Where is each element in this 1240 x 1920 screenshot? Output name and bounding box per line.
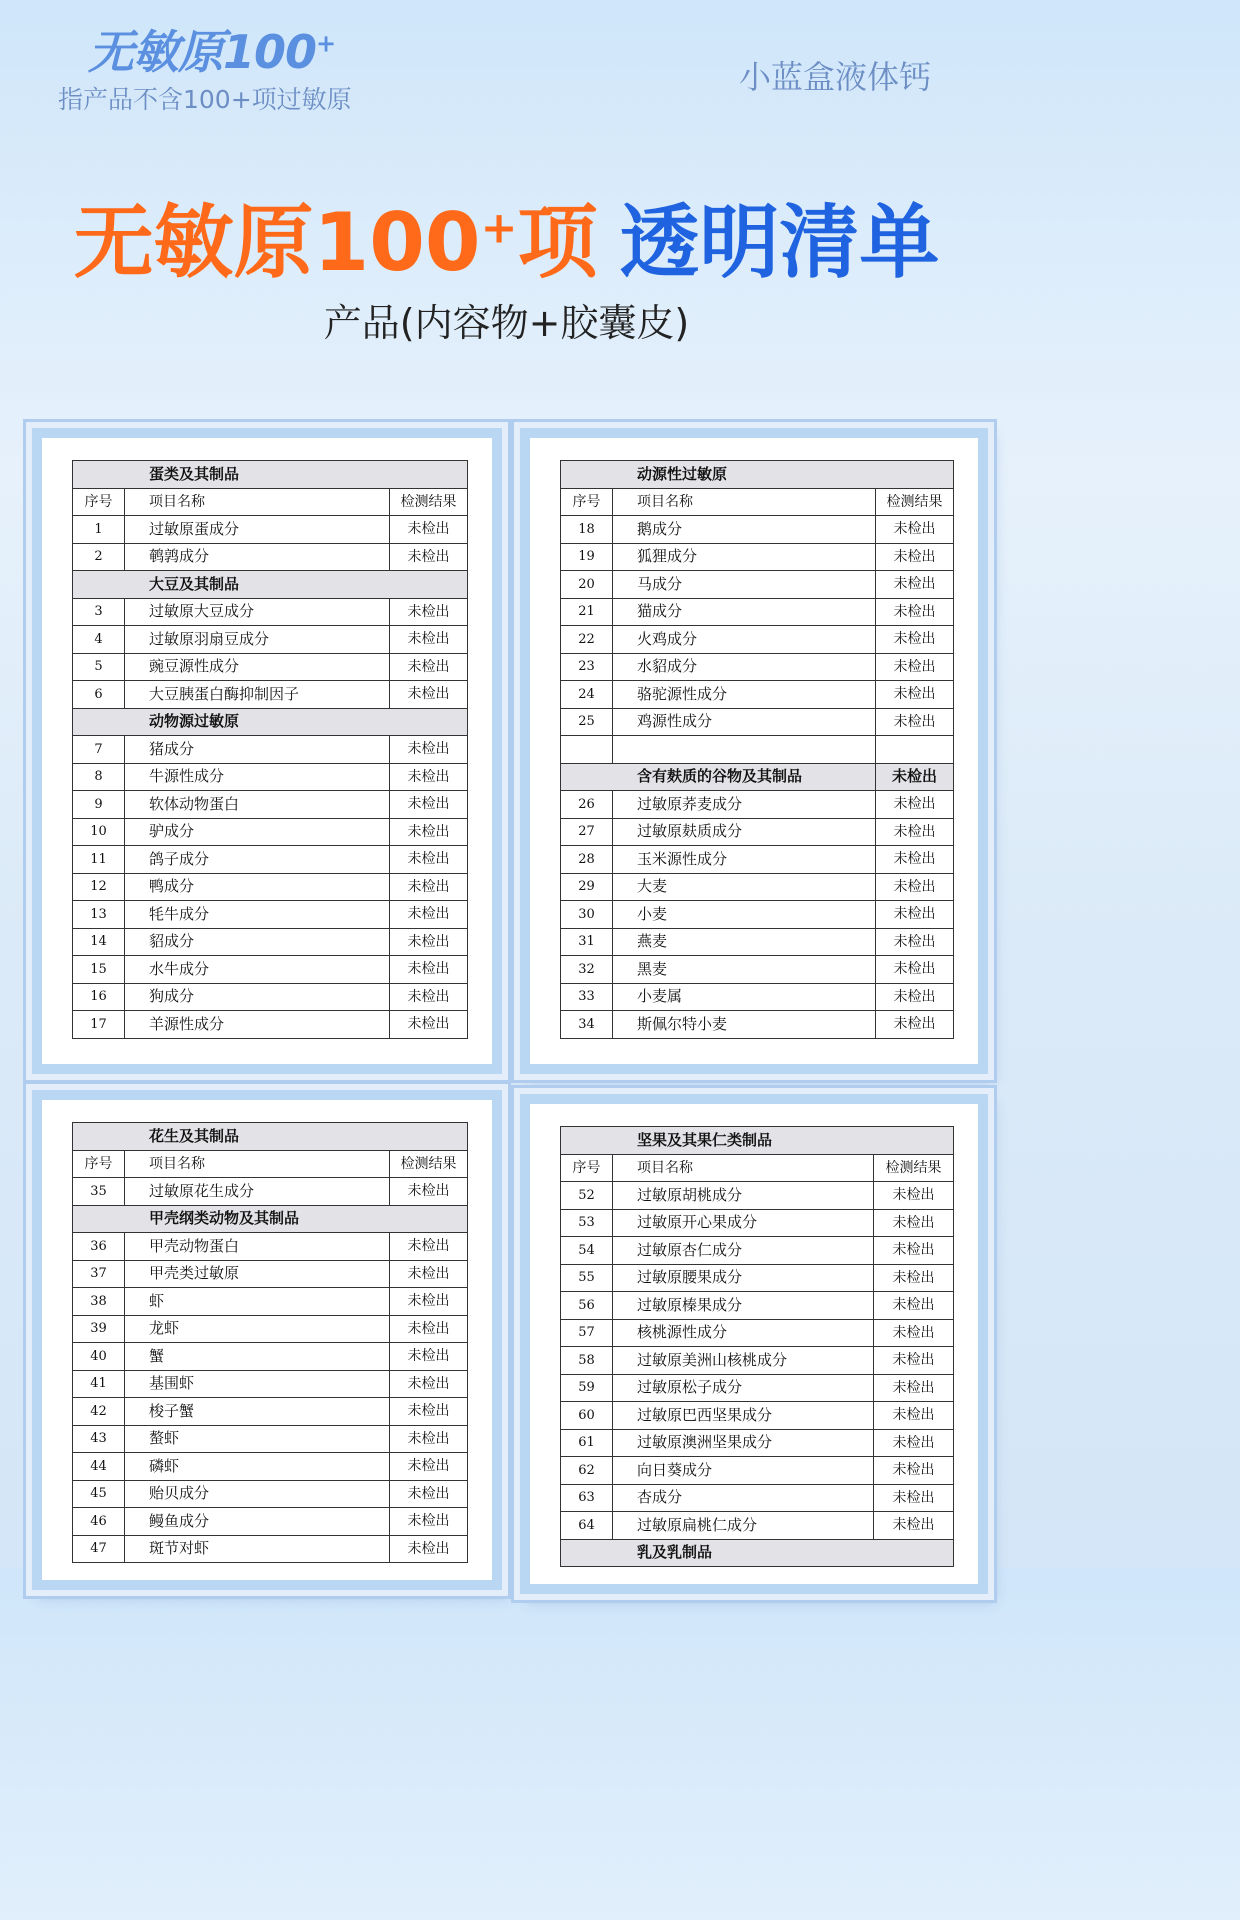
row-number: 15: [73, 956, 125, 984]
allergen-name: 斯佩尔特小麦: [613, 1011, 876, 1039]
allergen-name: 鸭成分: [125, 873, 390, 901]
table-row: [561, 571, 954, 599]
section-header-row: [73, 571, 468, 599]
table-row: [561, 791, 954, 819]
table-row: [73, 1398, 468, 1426]
brand-tagline: 指产品不含100+项过敏原: [58, 85, 352, 114]
row-number: 54: [561, 1237, 613, 1265]
allergen-name: 鳗鱼成分: [125, 1508, 390, 1536]
test-result: 未检出: [390, 1535, 468, 1563]
table-row: [73, 873, 468, 901]
test-result: 未检出: [876, 626, 954, 654]
test-result: 未检出: [390, 873, 468, 901]
allergen-card-4: [520, 1094, 988, 1594]
col-header-no: 序号: [73, 1150, 125, 1178]
table-row: [561, 846, 954, 874]
test-result: 未检出: [390, 653, 468, 681]
test-result: 未检出: [390, 1011, 468, 1039]
row-number: 19: [561, 543, 613, 571]
table-row: [73, 1343, 468, 1371]
section-title: 动物源过敏原: [73, 708, 468, 736]
table-row: [73, 1233, 468, 1261]
table-row: [561, 1237, 954, 1265]
test-result: 未检出: [390, 516, 468, 544]
table-row: [561, 1264, 954, 1292]
test-result: [876, 736, 954, 764]
section-header-row: [561, 763, 954, 791]
row-number: 33: [561, 983, 613, 1011]
test-result: 未检出: [390, 1453, 468, 1481]
row-number: 56: [561, 1292, 613, 1320]
row-number: 14: [73, 928, 125, 956]
row-number: 16: [73, 983, 125, 1011]
col-header-no: 序号: [561, 1154, 613, 1182]
table-row: [561, 681, 954, 709]
allergen-name: 鹅成分: [613, 516, 876, 544]
col-header-result: 检测结果: [876, 488, 954, 516]
table-row: [561, 708, 954, 736]
row-number: 24: [561, 681, 613, 709]
table-row: [561, 626, 954, 654]
row-number: 55: [561, 1264, 613, 1292]
row-number: 52: [561, 1182, 613, 1210]
test-result: 未检出: [876, 983, 954, 1011]
allergen-name: 过敏原腰果成分: [613, 1264, 874, 1292]
table-row: [73, 653, 468, 681]
table-row: [561, 901, 954, 929]
table-row: [73, 763, 468, 791]
section-title: 大豆及其制品: [73, 571, 468, 599]
section-title: 蛋类及其制品: [73, 461, 468, 489]
allergen-name: 螯虾: [125, 1425, 390, 1453]
allergen-name: 过敏原松子成分: [613, 1374, 874, 1402]
test-result: 未检出: [874, 1319, 954, 1347]
row-number: 34: [561, 1011, 613, 1039]
table-row: [561, 983, 954, 1011]
table-row: [561, 1209, 954, 1237]
allergen-name: 水貂成分: [613, 653, 876, 681]
table-row: [73, 736, 468, 764]
test-result: 未检出: [390, 681, 468, 709]
allergen-name: 虾: [125, 1288, 390, 1316]
table-row: [561, 956, 954, 984]
allergen-name: 狗成分: [125, 983, 390, 1011]
col-header-no: 序号: [561, 488, 613, 516]
allergen-name: 过敏原榛果成分: [613, 1292, 874, 1320]
allergen-name: 狐狸成分: [613, 543, 876, 571]
row-number: 17: [73, 1011, 125, 1039]
test-result: 未检出: [390, 543, 468, 571]
table-row: [73, 1178, 468, 1206]
table-row: [73, 543, 468, 571]
test-result: 未检出: [390, 791, 468, 819]
row-number: 32: [561, 956, 613, 984]
allergen-name: 梭子蟹: [125, 1398, 390, 1426]
allergen-name: 过敏原蛋成分: [125, 516, 390, 544]
allergen-name: 基围虾: [125, 1370, 390, 1398]
table-row: [73, 1480, 468, 1508]
headline-orange-sup: +: [480, 202, 518, 253]
column-header-row: [73, 488, 468, 516]
brand-logo-text: 无敏原100: [88, 25, 317, 79]
test-result: 未检出: [874, 1457, 954, 1485]
allergen-name: 牛源性成分: [125, 763, 390, 791]
row-number: 61: [561, 1429, 613, 1457]
row-number: 8: [73, 763, 125, 791]
section-header-row: [73, 1205, 468, 1233]
test-result: 未检出: [874, 1402, 954, 1430]
headline-orange-tail: 项: [517, 195, 598, 289]
test-result: 未检出: [390, 1178, 468, 1206]
allergen-name: 黑麦: [613, 956, 876, 984]
row-number: 63: [561, 1484, 613, 1512]
test-result: 未检出: [390, 1233, 468, 1261]
table-row: [561, 818, 954, 846]
section-title: 动源性过敏原: [561, 461, 954, 489]
test-result: 未检出: [390, 1508, 468, 1536]
allergen-name: 猫成分: [613, 598, 876, 626]
headline-blue: 透明清单: [619, 195, 940, 289]
test-result: 未检出: [876, 653, 954, 681]
row-number: 20: [561, 571, 613, 599]
row-number: 59: [561, 1374, 613, 1402]
test-result: 未检出: [876, 818, 954, 846]
test-result: 未检出: [390, 1260, 468, 1288]
headline-orange: [74, 196, 598, 289]
product-name: 小蓝盒液体钙: [738, 58, 931, 96]
allergen-name: 驴成分: [125, 818, 390, 846]
row-number: 7: [73, 736, 125, 764]
test-result: 未检出: [390, 1480, 468, 1508]
test-result: 未检出: [390, 598, 468, 626]
row-number: 47: [73, 1535, 125, 1563]
row-number: 36: [73, 1233, 125, 1261]
table-row: [561, 543, 954, 571]
row-number: 1: [73, 516, 125, 544]
col-header-name: 项目名称: [125, 488, 390, 516]
table-row: [561, 1292, 954, 1320]
allergen-name: 过敏原羽扇豆成分: [125, 626, 390, 654]
test-result: 未检出: [390, 736, 468, 764]
test-result: 未检出: [876, 928, 954, 956]
test-result: 未检出: [874, 1347, 954, 1375]
test-result: 未检出: [874, 1374, 954, 1402]
row-number: 62: [561, 1457, 613, 1485]
test-result: 未检出: [390, 763, 468, 791]
test-result: 未检出: [874, 1429, 954, 1457]
test-result: 未检出: [876, 516, 954, 544]
row-number: 31: [561, 928, 613, 956]
section-header-row: [73, 708, 468, 736]
section-title: 花生及其制品: [73, 1123, 468, 1151]
row-number: 25: [561, 708, 613, 736]
table-row: [561, 516, 954, 544]
table-row: [561, 1374, 954, 1402]
allergen-name: 鹌鹑成分: [125, 543, 390, 571]
allergen-name: 燕麦: [613, 928, 876, 956]
allergen-name: 牦牛成分: [125, 901, 390, 929]
test-result: 未检出: [874, 1237, 954, 1265]
row-number: 42: [73, 1398, 125, 1426]
row-number: 13: [73, 901, 125, 929]
test-result: 未检出: [874, 1484, 954, 1512]
test-result: 未检出: [390, 626, 468, 654]
section-title: 坚果及其果仁类制品: [561, 1127, 954, 1155]
test-result: 未检出: [876, 791, 954, 819]
allergen-name: 过敏原杏仁成分: [613, 1237, 874, 1265]
brand-logo-sup: +: [316, 29, 336, 58]
test-result: 未检出: [390, 1343, 468, 1371]
row-number: 27: [561, 818, 613, 846]
table-row: [561, 1319, 954, 1347]
table-row: [73, 1288, 468, 1316]
allergen-name: 磷虾: [125, 1453, 390, 1481]
section-title: 乳及乳制品: [561, 1539, 954, 1567]
table-row: [561, 1182, 954, 1210]
table-row: [73, 1508, 468, 1536]
row-number: 43: [73, 1425, 125, 1453]
allergen-name: 杏成分: [613, 1484, 874, 1512]
test-result: 未检出: [390, 1398, 468, 1426]
row-number: 4: [73, 626, 125, 654]
row-number: 53: [561, 1209, 613, 1237]
test-result: 未检出: [876, 1011, 954, 1039]
col-header-result: 检测结果: [390, 488, 468, 516]
test-result: 未检出: [874, 1512, 954, 1540]
table-row: [73, 846, 468, 874]
table-row: [561, 1457, 954, 1485]
row-number: 18: [561, 516, 613, 544]
row-number: [561, 736, 613, 764]
test-result: 未检出: [390, 846, 468, 874]
test-result: 未检出: [876, 708, 954, 736]
table-row: [73, 983, 468, 1011]
row-number: 10: [73, 818, 125, 846]
row-number: 23: [561, 653, 613, 681]
row-number: 21: [561, 598, 613, 626]
row-number: 28: [561, 846, 613, 874]
table-row: [561, 1011, 954, 1039]
table-row: [73, 928, 468, 956]
column-header-row: [561, 488, 954, 516]
test-result: 未检出: [876, 873, 954, 901]
row-number: 30: [561, 901, 613, 929]
allergen-name: 豌豆源性成分: [125, 653, 390, 681]
row-number: 12: [73, 873, 125, 901]
section-result: 未检出: [876, 763, 954, 791]
section-title: 含有麸质的谷物及其制品: [561, 763, 876, 791]
row-number: 26: [561, 791, 613, 819]
table-row: [73, 1535, 468, 1563]
row-number: 46: [73, 1508, 125, 1536]
allergen-name: 鸡源性成分: [613, 708, 876, 736]
table-row: [561, 736, 954, 764]
allergen-card-2: [520, 428, 988, 1074]
table-row: [561, 1429, 954, 1457]
table-row: [73, 681, 468, 709]
allergen-name: 过敏原巴西坚果成分: [613, 1402, 874, 1430]
row-number: 11: [73, 846, 125, 874]
row-number: 9: [73, 791, 125, 819]
test-result: 未检出: [390, 1370, 468, 1398]
test-result: 未检出: [876, 846, 954, 874]
table-row: [73, 598, 468, 626]
allergen-name: 羊源性成分: [125, 1011, 390, 1039]
col-header-name: 项目名称: [613, 1154, 874, 1182]
table-row: [73, 1315, 468, 1343]
test-result: 未检出: [390, 1315, 468, 1343]
test-result: 未检出: [874, 1264, 954, 1292]
allergen-name: 过敏原大豆成分: [125, 598, 390, 626]
allergen-name: 甲壳类过敏原: [125, 1260, 390, 1288]
row-number: 39: [73, 1315, 125, 1343]
test-result: 未检出: [876, 598, 954, 626]
brand-logo: [88, 16, 335, 82]
allergen-name: 马成分: [613, 571, 876, 599]
section-header-row: [561, 461, 954, 489]
allergen-name: 猪成分: [125, 736, 390, 764]
allergen-name: 火鸡成分: [613, 626, 876, 654]
allergen-name: 骆驼源性成分: [613, 681, 876, 709]
allergen-name: 蟹: [125, 1343, 390, 1371]
allergen-name: 大麦: [613, 873, 876, 901]
test-result: 未检出: [390, 956, 468, 984]
table-row: [73, 956, 468, 984]
row-number: 3: [73, 598, 125, 626]
allergen-name: 过敏原花生成分: [125, 1178, 390, 1206]
section-header-row: [73, 1123, 468, 1151]
column-header-row: [561, 1154, 954, 1182]
allergen-name: 贻贝成分: [125, 1480, 390, 1508]
allergen-name: 小麦属: [613, 983, 876, 1011]
allergen-name: 过敏原开心果成分: [613, 1209, 874, 1237]
row-number: 35: [73, 1178, 125, 1206]
col-header-name: 项目名称: [613, 488, 876, 516]
row-number: 22: [561, 626, 613, 654]
allergen-name: 软体动物蛋白: [125, 791, 390, 819]
table-row: [73, 1260, 468, 1288]
row-number: 60: [561, 1402, 613, 1430]
allergen-name: 斑节对虾: [125, 1535, 390, 1563]
test-result: 未检出: [390, 983, 468, 1011]
row-number: 57: [561, 1319, 613, 1347]
test-result: 未检出: [874, 1182, 954, 1210]
test-result: 未检出: [390, 1288, 468, 1316]
table-row: [73, 901, 468, 929]
table-row: [73, 1453, 468, 1481]
column-header-row: [73, 1150, 468, 1178]
test-result: 未检出: [874, 1209, 954, 1237]
table-row: [561, 598, 954, 626]
allergen-name: 过敏原麸质成分: [613, 818, 876, 846]
headline: [0, 178, 1013, 293]
subheading: 产品(内容物+胶囊皮): [323, 301, 690, 345]
allergen-name: 过敏原胡桃成分: [613, 1182, 874, 1210]
allergen-name: 龙虾: [125, 1315, 390, 1343]
row-number: 38: [73, 1288, 125, 1316]
allergen-name: 鸽子成分: [125, 846, 390, 874]
allergen-name: 向日葵成分: [613, 1457, 874, 1485]
col-header-name: 项目名称: [125, 1150, 390, 1178]
allergen-name: 甲壳动物蛋白: [125, 1233, 390, 1261]
allergen-name: 玉米源性成分: [613, 846, 876, 874]
table-row: [73, 1425, 468, 1453]
section-header-row: [561, 1127, 954, 1155]
table-row: [73, 818, 468, 846]
allergen-card-3: [32, 1090, 502, 1590]
test-result: 未检出: [390, 901, 468, 929]
table-row: [561, 1347, 954, 1375]
row-number: 64: [561, 1512, 613, 1540]
table-row: [561, 873, 954, 901]
allergen-name: 核桃源性成分: [613, 1319, 874, 1347]
row-number: 37: [73, 1260, 125, 1288]
allergen-table: [72, 1122, 468, 1563]
allergen-name: 过敏原荞麦成分: [613, 791, 876, 819]
row-number: 6: [73, 681, 125, 709]
col-header-no: 序号: [73, 488, 125, 516]
allergen-table: [560, 460, 954, 1039]
table-row: [561, 653, 954, 681]
table-row: [73, 1011, 468, 1039]
allergen-table: [72, 460, 468, 1039]
test-result: 未检出: [390, 818, 468, 846]
headline-orange-main: 无敏原100: [73, 195, 481, 289]
test-result: 未检出: [874, 1292, 954, 1320]
allergen-name: 貂成分: [125, 928, 390, 956]
section-header-row: [561, 1539, 954, 1567]
test-result: 未检出: [390, 928, 468, 956]
row-number: 2: [73, 543, 125, 571]
test-result: 未检出: [390, 1425, 468, 1453]
allergen-name: 水牛成分: [125, 956, 390, 984]
test-result: 未检出: [876, 543, 954, 571]
test-result: 未检出: [876, 571, 954, 599]
allergen-name: [613, 736, 876, 764]
row-number: 44: [73, 1453, 125, 1481]
col-header-result: 检测结果: [390, 1150, 468, 1178]
section-header-row: [73, 461, 468, 489]
row-number: 5: [73, 653, 125, 681]
table-row: [73, 791, 468, 819]
table-row: [561, 1484, 954, 1512]
allergen-name: 过敏原美洲山核桃成分: [613, 1347, 874, 1375]
col-header-result: 检测结果: [874, 1154, 954, 1182]
allergen-name: 小麦: [613, 901, 876, 929]
test-result: 未检出: [876, 681, 954, 709]
test-result: 未检出: [876, 901, 954, 929]
test-result: 未检出: [876, 956, 954, 984]
row-number: 45: [73, 1480, 125, 1508]
row-number: 41: [73, 1370, 125, 1398]
allergen-table: [560, 1126, 954, 1567]
allergen-name: 过敏原扁桃仁成分: [613, 1512, 874, 1540]
row-number: 40: [73, 1343, 125, 1371]
allergen-card-1: [32, 428, 502, 1074]
row-number: 29: [561, 873, 613, 901]
allergen-name: 过敏原澳洲坚果成分: [613, 1429, 874, 1457]
table-row: [561, 1512, 954, 1540]
table-row: [73, 1370, 468, 1398]
table-row: [561, 928, 954, 956]
section-title: 甲壳纲类动物及其制品: [73, 1205, 468, 1233]
table-row: [73, 516, 468, 544]
table-row: [73, 626, 468, 654]
allergen-name: 大豆胰蛋白酶抑制因子: [125, 681, 390, 709]
table-row: [561, 1402, 954, 1430]
row-number: 58: [561, 1347, 613, 1375]
